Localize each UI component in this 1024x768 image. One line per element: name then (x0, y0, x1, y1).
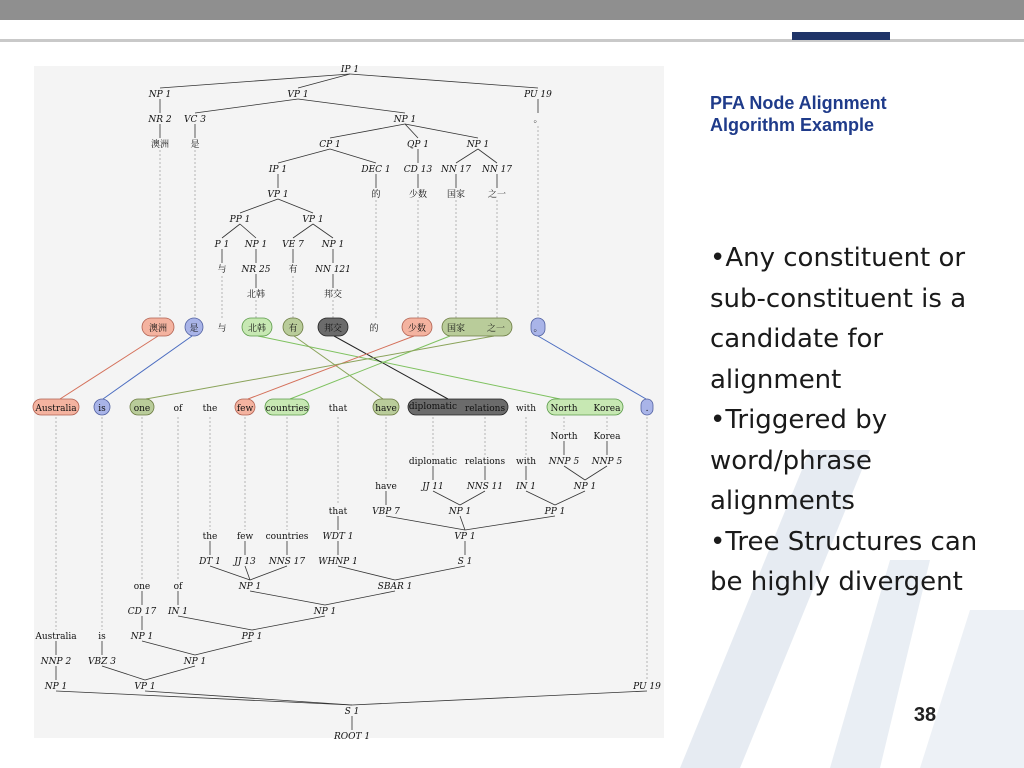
en-word: that (328, 404, 348, 414)
en-node-nnp: NNP 5 (548, 457, 580, 467)
en-node-sbar: SBAR 1 (377, 582, 413, 592)
en-node-whnp: WHNP 1 (318, 557, 358, 567)
zh-node-np: NP 1 (244, 240, 268, 250)
zh-node-nn: NN 17 (440, 165, 472, 175)
zh-node-nr: NR 2 (148, 115, 172, 125)
en-node-root: ROOT 1 (333, 732, 371, 742)
en-word: Australia (35, 404, 77, 414)
slide-title (710, 92, 1000, 136)
en-node-nns: NNS 17 (268, 557, 306, 567)
en-sentence-row (33, 399, 653, 415)
zh-word: 国家 (446, 324, 466, 334)
zh-node-np: NP 1 (393, 115, 417, 125)
zh-word: 北韩 (247, 324, 267, 334)
en-leaf: is (98, 632, 106, 642)
zh-node-nr: NR 25 (241, 265, 271, 275)
zh-leaf: 少数 (408, 190, 428, 200)
en-node-wdt: WDT 1 (322, 532, 354, 542)
en-node-vp: VP 1 (454, 532, 476, 542)
zh-leaf: 。 (533, 115, 543, 125)
zh-node-ip: IP 1 (340, 65, 360, 75)
en-node-pu: PU 19 (633, 682, 661, 692)
en-word: with (516, 404, 536, 414)
en-leaf: the (202, 532, 218, 542)
zh-node-ip: IP 1 (268, 165, 288, 175)
en-node-np: NP 1 (183, 657, 207, 667)
en-node-np: NP 1 (573, 482, 597, 492)
en-word: have (375, 404, 397, 414)
bullet-item: •Any constituent or sub-constituent is a candidate for alignment (710, 243, 967, 395)
zh-leaf: 的 (371, 190, 381, 200)
en-word: is (98, 404, 106, 414)
en-leaf: have (375, 482, 397, 492)
zh-node-vp: VP 1 (302, 215, 324, 225)
en-word: relations (464, 404, 506, 414)
zh-node-nn: NN 17 (481, 165, 513, 175)
zh-node-ve: VE 7 (282, 240, 304, 250)
zh-node-cp: CP 1 (319, 140, 341, 150)
zh-word: 与 (217, 324, 227, 334)
en-word: Korea (593, 404, 621, 414)
zh-word: 邦交 (323, 324, 343, 334)
zh-word: 少数 (407, 324, 427, 334)
bullet-item: •Triggered by word/phrase alignments (710, 405, 888, 516)
zh-node-vc: VC 3 (184, 115, 206, 125)
en-word: one (133, 404, 151, 414)
en-node-np: NP 1 (238, 582, 262, 592)
zh-leaf: 澳洲 (150, 140, 170, 150)
zh-leaf: 是 (190, 140, 200, 150)
bullet-list (710, 238, 1010, 603)
en-node-s: S 1 (457, 557, 473, 567)
zh-node-p: P 1 (214, 240, 230, 250)
en-node-nnp: NNP 5 (591, 457, 623, 467)
en-word: countries (265, 404, 309, 414)
zh-leaf: 国家 (446, 190, 466, 200)
en-node-jj: JJ 11 (422, 482, 444, 492)
en-node-nns: NNS 11 (466, 482, 504, 492)
zh-sentence-row (142, 318, 545, 336)
en-node-jj: JJ 13 (234, 557, 256, 567)
en-node-pp: PP 1 (241, 632, 263, 642)
en-leaf: Australia (35, 632, 77, 642)
en-leaf: diplomatic (408, 457, 458, 467)
en-node-np: NP 1 (448, 507, 472, 517)
zh-node-cd: CD 13 (403, 165, 433, 175)
en-leaf: relations (464, 457, 506, 467)
zh-node-dec: DEC 1 (361, 165, 391, 175)
en-node-s: S 1 (344, 707, 360, 717)
en-word: diplomatic (408, 402, 458, 412)
en-node-dt: DT 1 (199, 557, 221, 567)
en-leaf: with (516, 457, 536, 467)
en-node-cd: CD 17 (127, 607, 157, 617)
en-word: the (202, 404, 218, 414)
en-word: few (236, 404, 254, 414)
en-node-np: NP 1 (130, 632, 154, 642)
zh-node-pu: PU 19 (524, 90, 552, 100)
zh-node-vp: VP 1 (287, 90, 309, 100)
en-leaf: of (173, 582, 183, 592)
en-node-vbz: VBZ 3 (88, 657, 116, 667)
en-word: . (645, 404, 649, 414)
en-leaf: that (328, 507, 348, 517)
zh-leaf: 之一 (487, 190, 507, 200)
zh-word: 。 (533, 324, 543, 334)
en-word: of (173, 404, 183, 414)
zh-leaf: 北韩 (246, 290, 266, 300)
en-node-np: NP 1 (313, 607, 337, 617)
en-word: North (550, 404, 578, 414)
en-leaf: Korea (593, 432, 621, 442)
en-node-vp: VP 1 (134, 682, 156, 692)
en-leaf: countries (265, 532, 309, 542)
zh-leaf: 有 (288, 265, 298, 275)
en-leaf: North (550, 432, 578, 442)
zh-word: 是 (189, 324, 199, 334)
zh-word: 的 (369, 324, 379, 334)
zh-node-qp: QP 1 (406, 140, 430, 150)
en-node-in: IN 1 (515, 482, 537, 492)
zh-node-vp: VP 1 (267, 190, 289, 200)
zh-node-np: NP 1 (466, 140, 490, 150)
zh-leaf: 与 (217, 265, 227, 275)
zh-node-pp: PP 1 (229, 215, 251, 225)
en-leaf: one (133, 582, 151, 592)
page-number: 38 (913, 704, 937, 726)
zh-leaf: 邦交 (323, 290, 343, 300)
slide-title-line1: PFA Node Alignment (710, 93, 887, 113)
en-node-in: IN 1 (167, 607, 189, 617)
zh-node-nn: NN 121 (315, 265, 351, 275)
en-node-pp: PP 1 (544, 507, 566, 517)
bullet-item: •Tree Structures can be highly divergent (710, 526, 978, 597)
zh-node-np: NP 1 (321, 240, 345, 250)
slide-title-line2: Algorithm Example (710, 115, 875, 135)
zh-word: 澳洲 (148, 324, 168, 334)
en-node-vbp: VBP 7 (372, 507, 400, 517)
zh-word: 之一 (486, 324, 506, 334)
en-leaf: few (236, 532, 254, 542)
en-node-np: NP 1 (44, 682, 68, 692)
en-node-nnp: NNP 2 (40, 657, 72, 667)
zh-node-np: NP 1 (148, 90, 172, 100)
zh-word: 有 (288, 324, 298, 334)
